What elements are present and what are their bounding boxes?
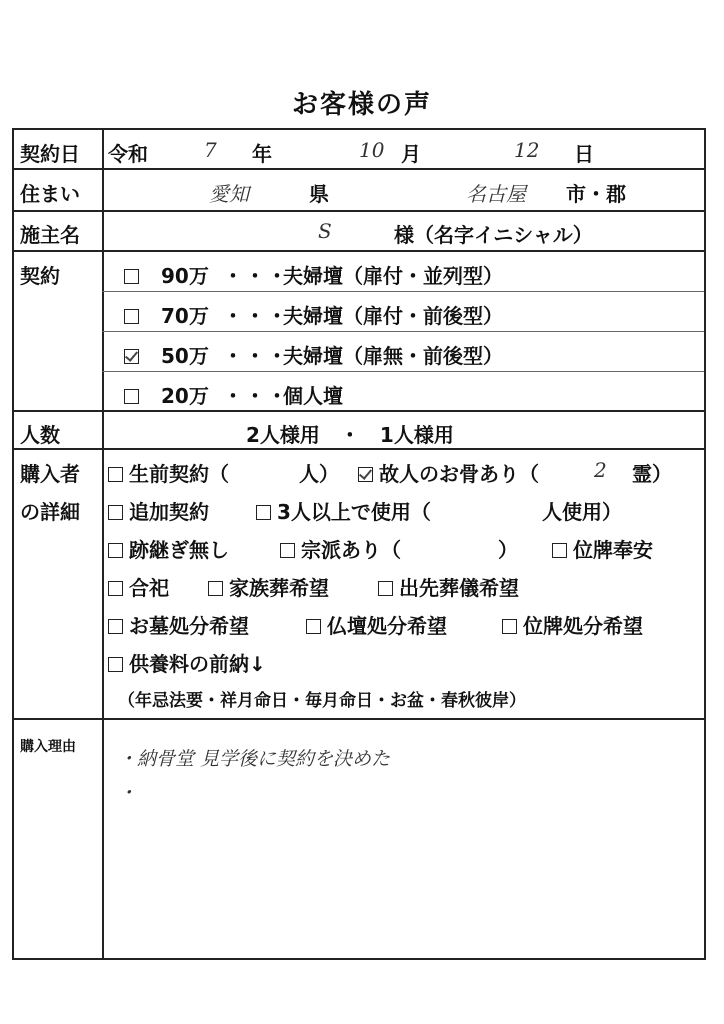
shuha-option[interactable] [280, 534, 401, 563]
details-label-line2: の詳細 [20, 500, 80, 524]
contract-month: 10 [359, 138, 385, 162]
contract-option-price: 90万 [161, 264, 209, 288]
three-plus-text: 3人以上で使用（ [277, 500, 431, 524]
contract-option-price: 70万 [161, 304, 209, 328]
contract-option-checkbox[interactable] [124, 309, 139, 324]
row-divider [14, 250, 704, 252]
shuha-text: 宗派あり（ [301, 538, 401, 562]
contract-option[interactable] [124, 380, 343, 409]
year-unit: 年 [252, 142, 272, 166]
shuha-checkbox[interactable] [280, 543, 295, 558]
kojin-unit: 霊） [632, 462, 672, 486]
three-plus-checkbox[interactable] [256, 505, 271, 520]
atotsugi-option[interactable] [108, 534, 229, 563]
goushi-text: 合祀 [129, 576, 169, 600]
ohaka-checkbox[interactable] [108, 619, 123, 634]
ihai-shobun-checkbox[interactable] [502, 619, 517, 634]
shuha-close: ） [498, 538, 518, 562]
desakisougi-checkbox[interactable] [378, 581, 393, 596]
contract-option-dots: ・・・ [223, 304, 289, 328]
row-divider [14, 718, 704, 720]
details-label-line1: 購入者 [20, 462, 80, 486]
seizen-unit: 人） [299, 462, 339, 486]
kazokusou-text: 家族葬希望 [229, 576, 329, 600]
contract-date-label: 契約日 [20, 142, 80, 166]
ihai-shobun-text: 位牌処分希望 [523, 614, 643, 638]
row-divider [14, 410, 704, 412]
butsudan-option[interactable] [306, 610, 447, 639]
era: 令和 [108, 142, 148, 166]
contract-option[interactable] [124, 340, 503, 369]
kuyou-note: （年忌法要・祥月命日・毎月命日・お盆・春秋彼岸） [118, 691, 526, 711]
contract-option-checkbox[interactable] [124, 349, 139, 364]
kuyou-checkbox[interactable] [108, 657, 123, 672]
desakisougi-option[interactable] [378, 572, 519, 601]
ihai-shobun-option[interactable] [502, 610, 643, 639]
contract-option-price: 20万 [161, 384, 209, 408]
desakisougi-text: 出先葬儀希望 [399, 576, 519, 600]
row-divider [14, 448, 704, 450]
contract-option-dots: ・・・ [223, 264, 289, 288]
prefecture-unit: 県 [309, 182, 329, 206]
contract-day: 12 [514, 138, 540, 162]
city-unit: 市・郡 [566, 182, 626, 206]
contract-option-dots: ・・・ [223, 344, 289, 368]
goushi-option[interactable] [108, 572, 169, 601]
kazokusou-checkbox[interactable] [208, 581, 223, 596]
client-label: 施主名 [20, 223, 80, 247]
ihai-houan-text: 位牌奉安 [573, 538, 653, 562]
label-column-divider [102, 130, 104, 958]
kojin-count: 2 [594, 458, 607, 482]
month-unit: 月 [401, 142, 421, 166]
option-divider [102, 331, 704, 332]
contract-option[interactable] [124, 260, 503, 289]
residence-prefecture: 愛知 [209, 182, 249, 206]
contract-label: 契約 [20, 264, 60, 288]
contract-option-checkbox[interactable] [124, 269, 139, 284]
kuyou-option[interactable] [108, 648, 266, 677]
people-label: 人数 [20, 423, 60, 447]
contract-option-desc: 夫婦壇（扉無・前後型） [283, 344, 503, 368]
row-divider [14, 168, 704, 170]
option-divider [102, 371, 704, 372]
kojin-option[interactable] [358, 458, 539, 487]
ihai-houan-checkbox[interactable] [552, 543, 567, 558]
reason-line2: ・ [118, 782, 138, 804]
kuyou-text: 供養料の前納↓ [129, 652, 266, 676]
atotsugi-text: 跡継ぎ無し [129, 538, 229, 562]
goushi-checkbox[interactable] [108, 581, 123, 596]
contract-option-desc: 個人壇 [283, 384, 343, 408]
three-plus-option[interactable] [256, 496, 431, 525]
contract-year: 7 [204, 138, 217, 162]
ohaka-option[interactable] [108, 610, 249, 639]
contract-option-checkbox[interactable] [124, 389, 139, 404]
kojin-checkbox[interactable] [358, 467, 373, 482]
seizen-option[interactable] [108, 458, 229, 487]
contract-option-dots: ・・・ [223, 384, 289, 408]
residence-label: 住まい [20, 182, 80, 206]
row-divider [14, 210, 704, 212]
seizen-text: 生前契約（ [129, 462, 229, 486]
kazokusou-option[interactable] [208, 572, 329, 601]
tsuika-option[interactable] [108, 496, 209, 525]
tsuika-text: 追加契約 [129, 500, 209, 524]
day-unit: 日 [574, 142, 594, 166]
three-plus-unit: 人使用） [542, 500, 622, 524]
ihai-houan-option[interactable] [552, 534, 653, 563]
contract-option-desc: 夫婦壇（扉付・並列型） [283, 264, 503, 288]
client-initial: S [318, 219, 332, 243]
client-suffix: 様（名字イニシャル） [394, 223, 593, 247]
butsudan-checkbox[interactable] [306, 619, 321, 634]
residence-city: 名古屋 [466, 182, 526, 206]
option-divider [102, 291, 704, 292]
contract-option-price: 50万 [161, 344, 209, 368]
contract-option[interactable] [124, 300, 503, 329]
survey-form [12, 128, 706, 960]
page-title: お客様の声 [291, 90, 432, 120]
reason-label: 購入理由 [20, 739, 76, 755]
contract-option-desc: 夫婦壇（扉付・前後型） [283, 304, 503, 328]
seizen-checkbox[interactable] [108, 467, 123, 482]
reason-line1: ・納骨堂 見学後に契約を決めた [118, 748, 391, 770]
atotsugi-checkbox[interactable] [108, 543, 123, 558]
kojin-text: 故人のお骨あり（ [379, 462, 539, 486]
ohaka-text: お墓処分希望 [129, 614, 249, 638]
butsudan-text: 仏壇処分希望 [327, 614, 447, 638]
tsuika-checkbox[interactable] [108, 505, 123, 520]
people-value: 2人様用 ・ 1人様用 [246, 423, 454, 447]
